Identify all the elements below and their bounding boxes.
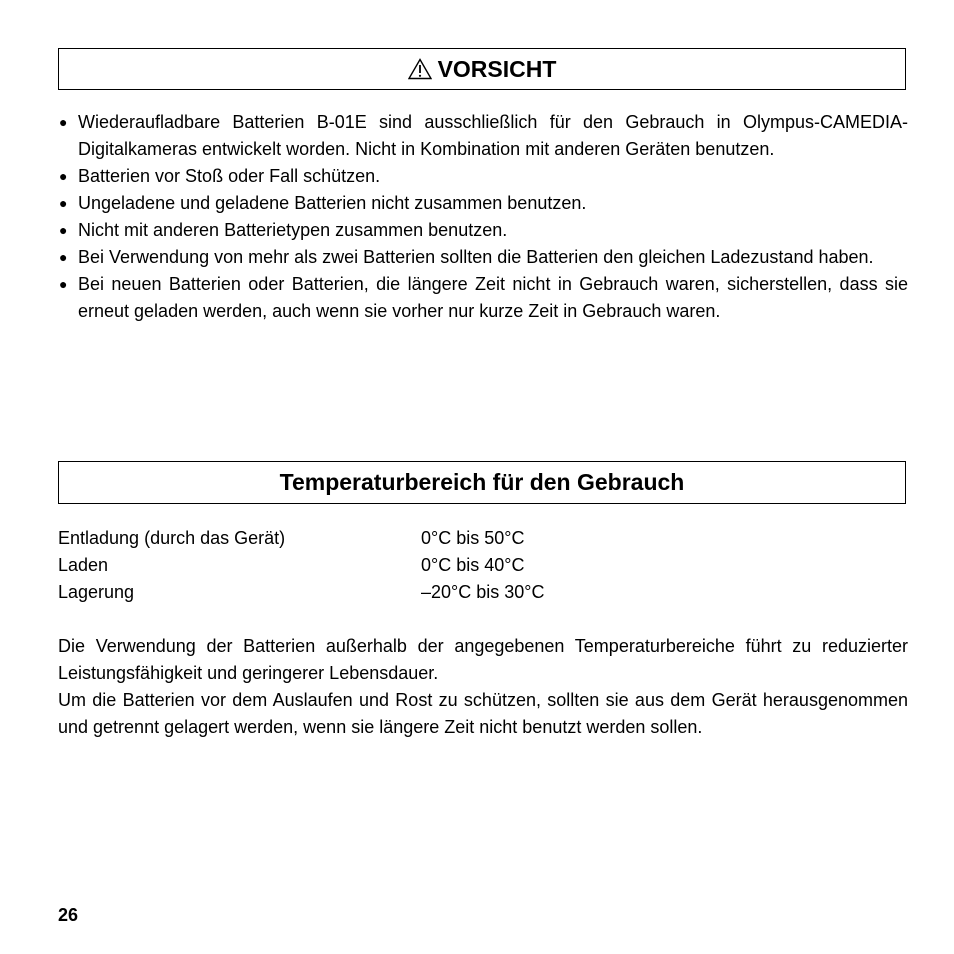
caution-heading-box — [58, 48, 906, 90]
body-paragraph: Die Verwendung der Batterien außerhalb der angegebenen Temperaturbereiche führt zu reduzierter Leistungsfähigkeit und geringerer Lebensdauer. — [58, 636, 908, 683]
warning-triangle-icon — [408, 58, 432, 80]
caution-list — [58, 109, 908, 325]
list-item: ● Bei neuen Batterien oder Batterien, die längere Zeit nicht in Gebrauch waren, sicherstellen, dass sie erneut geladen werden, auch wenn sie vorher nur kurze Zeit in Gebrauch waren. — [58, 271, 908, 325]
list-item: ● Nicht mit anderen Batterietypen zusammen benutzen. — [58, 217, 908, 244]
list-item: ● Wiederaufladbare Batterien B-01E sind ausschließlich für den Gebrauch in Olympus-CAMEDIA-Digitalkameras entwickelt worden. Nicht in Kombination mit anderen Geräten benutzen. — [58, 109, 908, 163]
bullet-dot-icon: ● — [59, 195, 68, 211]
temperature-table — [58, 525, 544, 606]
list-item: ● Bei Verwendung von mehr als zwei Batterien sollten die Batterien den gleichen Ladezustand haben. — [58, 244, 908, 271]
bullet-dot-icon: ● — [59, 276, 68, 292]
list-item: ● Ungeladene und geladene Batterien nicht zusammen benutzen. — [58, 190, 908, 217]
bullet-dot-icon: ● — [59, 114, 68, 130]
bullet-dot-icon: ● — [59, 222, 68, 238]
table-row — [58, 552, 544, 579]
list-item: ● Batterien vor Stoß oder Fall schützen. — [58, 163, 908, 190]
table-row — [58, 579, 544, 606]
table-row — [58, 525, 544, 552]
temperature-value: 0°C bis 40°C — [421, 555, 525, 575]
temperature-label: Lagerung — [58, 582, 135, 602]
temperature-heading: Temperaturbereich für den Gebrauch — [279, 469, 685, 495]
bullet-dot-icon: ● — [59, 168, 68, 184]
temperature-label: Laden — [58, 555, 109, 575]
temperature-value: 0°C bis 50°C — [421, 528, 525, 548]
bullet-dot-icon: ● — [59, 249, 68, 265]
caution-title: VORSICHT — [437, 55, 557, 82]
temperature-value: –20°C bis 30°C — [421, 582, 545, 602]
temperature-label: Entladung (durch das Gerät) — [58, 528, 286, 548]
temperature-heading-box — [58, 461, 906, 504]
page-number: 26 — [58, 905, 79, 925]
body-paragraph: Um die Batterien vor dem Auslaufen und Rost zu schützen, sollten sie aus dem Gerät herausgenommen und getrennt gelagert werden, wenn sie längere Zeit nicht benutzt werden sollen. — [58, 690, 908, 737]
